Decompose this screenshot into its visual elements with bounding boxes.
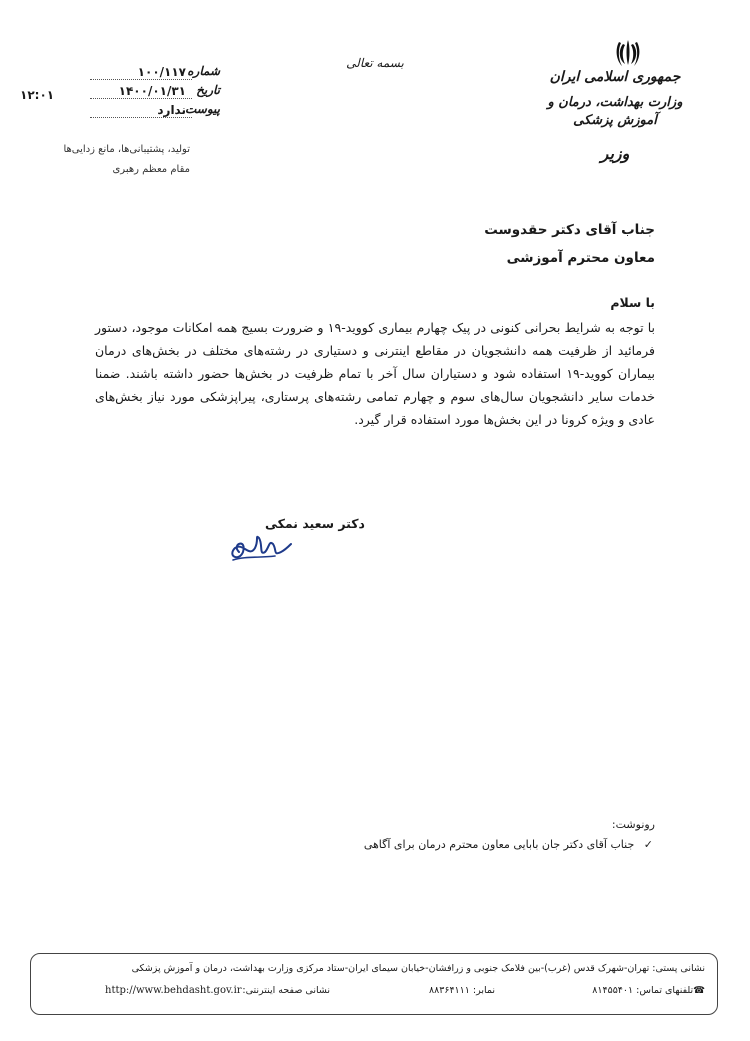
- footer-phone: ☎تلفنهای تماس: ۸۱۴۵۵۴۰۱: [592, 985, 705, 996]
- footer-box: [30, 953, 718, 1015]
- time-stamp: ۱۲:۰۱: [20, 88, 55, 102]
- iran-emblem-icon: [614, 38, 642, 68]
- attachment-row: [90, 102, 220, 121]
- letter-metadata: [90, 64, 220, 121]
- handwritten-signature: [225, 526, 295, 566]
- ministry-name: وزارت بهداشت، درمان و آموزش پزشکی: [547, 95, 683, 128]
- date-label: تاریخ: [196, 83, 220, 97]
- attachment-label: پیوست: [185, 102, 220, 116]
- date-dotted-line: [90, 98, 192, 99]
- letter-body-paragraph: با توجه به شرایط بحرانی کنونی در پیک چهارم بیماری کووید-۱۹ و ضرورت بسیج همه امکانات موجود، دستور فرمائید از ظرفیت همه دانشجویان در مقاطع اینترنی و دستیاری در رشته‌های مختلف در بخش‌های درمان بیماران کووید-۱۹ استفاده شود و دستیاران سال آخر با تمام ظرفیت در بخش‌ها حضور داشته باشند. ضمنا خدمات سایر دانشجویان سال‌های سوم و چهارم تمامی رشته‌های پرستاری، پیراپزشکی مورد نیاز بخش‌های عادی و ویژه کرونا در این بخش‌ها مورد استفاده قرار گیرد.: [95, 320, 656, 427]
- footer-web-label: نشانی صفحه اینترنتی:: [242, 985, 330, 996]
- attachment-dotted-line: [90, 117, 192, 118]
- slogan-line: تولید، پشتیبانی‌ها، مانع زدایی‌ها: [63, 144, 190, 155]
- slogan-attribution: مقام معظم رهبری: [112, 164, 190, 175]
- ministry-block: [540, 68, 690, 163]
- website-link[interactable]: http://www.behdasht.gov.ir: [105, 985, 242, 996]
- gov-name: جمهوری اسلامی ایران: [549, 69, 681, 85]
- bismillah: بسمه تعالی: [346, 56, 404, 70]
- signer-name: دکتر سعید نمکی: [265, 516, 365, 531]
- greeting: با سلام: [610, 295, 655, 310]
- letter-body: [95, 316, 655, 431]
- footer-contact-row: [43, 985, 705, 1001]
- copies-label: رونوشت:: [611, 818, 655, 831]
- recipient-name: جناب آقای دکتر حقدوست: [484, 222, 655, 238]
- number-value: ۱۰۰/۱۱۷: [137, 65, 186, 79]
- copy-recipient-text: جناب آقای دکتر جان بابایی معاون محترم درمان برای آگاهی: [363, 838, 635, 851]
- office-name: وزیر: [600, 144, 630, 163]
- number-row: [90, 64, 220, 83]
- recipient-title: معاون محترم آموزشی: [506, 250, 655, 266]
- check-icon: ✓: [643, 838, 653, 851]
- footer-fax: نمابر: ۸۸۳۶۴۱۱۱: [429, 985, 495, 996]
- date-row: [90, 83, 220, 102]
- date-value: ۱۴۰۰/۰۱/۳۱: [118, 84, 186, 98]
- number-label: شماره: [187, 64, 220, 78]
- number-dotted-line: [90, 79, 192, 80]
- footer-address: نشانی پستی: تهران-شهرک قدس (غرب)-بین فلامک جنوبی و زرافشان-خیابان سیمای ایران-ستاد مرکزی وزارت بهداشت، درمان و آموزش پزشکی: [131, 963, 705, 974]
- copy-recipient-item: [364, 838, 653, 851]
- attachment-value: ندارد: [157, 103, 186, 117]
